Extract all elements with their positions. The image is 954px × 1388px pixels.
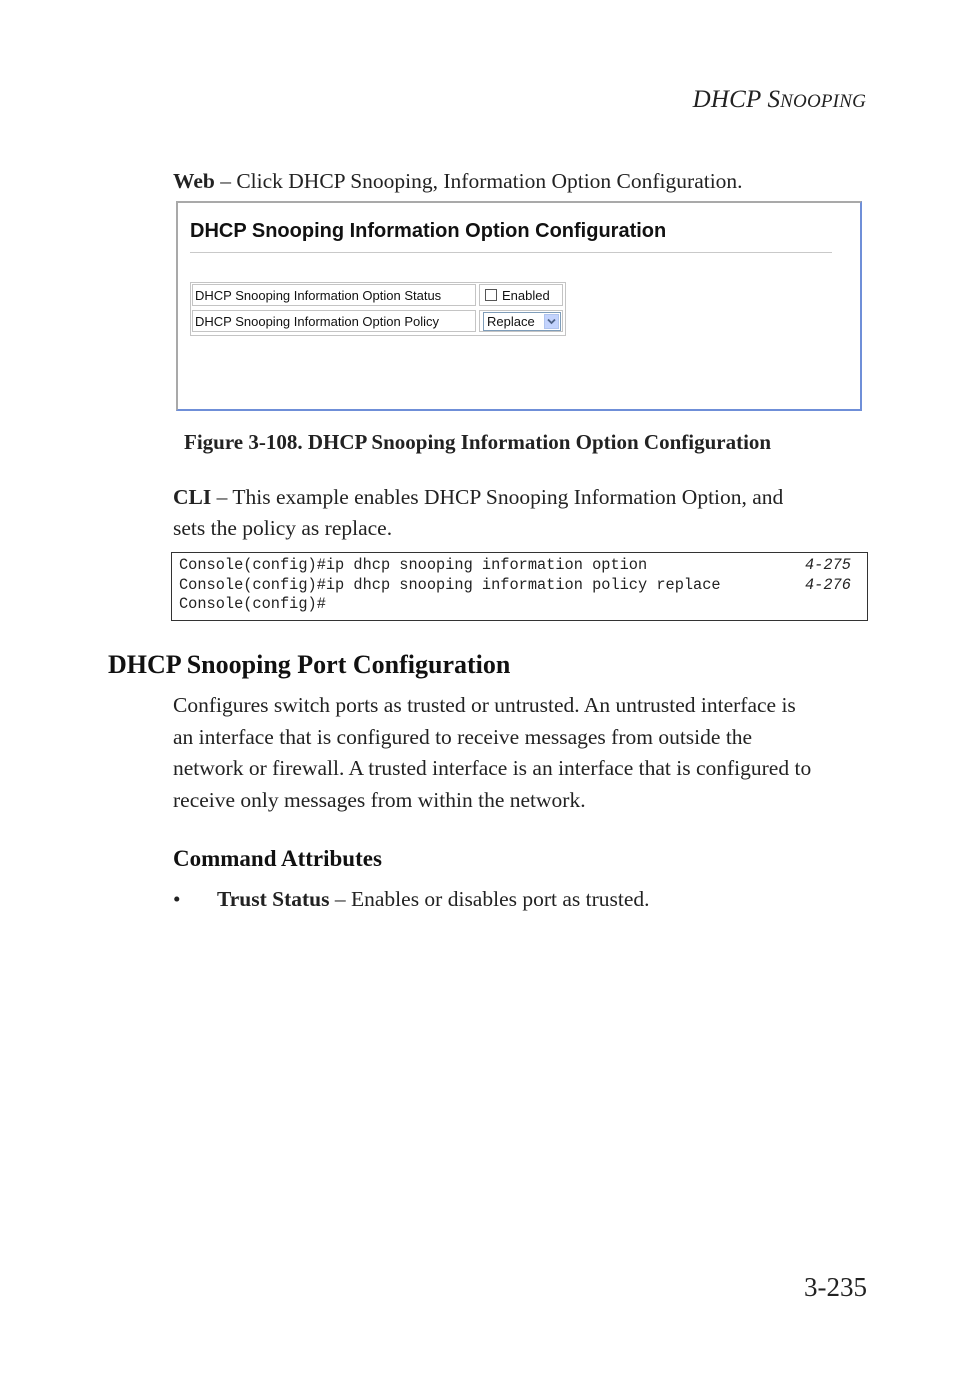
- body-line: Configures switch ports as trusted or untrusted. An untrusted interface is: [173, 693, 796, 717]
- status-cell: [479, 284, 563, 306]
- bullet-term: Trust Status: [217, 887, 330, 911]
- ui-title-divider: [190, 252, 832, 253]
- code-line: Console(config)#ip dhcp snooping information option: [179, 556, 648, 574]
- code-line: Console(config)#: [179, 595, 326, 613]
- enabled-checkbox-label[interactable]: Enabled: [502, 288, 550, 303]
- table-row: [191, 309, 565, 335]
- body-line: receive only messages from within the network.: [173, 787, 586, 812]
- figure-caption: Figure 3-108. DHCP Snooping Information Option Configuration: [184, 430, 772, 454]
- bullet-icon: •: [173, 887, 181, 911]
- section-heading: DHCP Snooping Port Configuration: [108, 650, 511, 679]
- bullet-text: – Enables or disables port as trusted.: [329, 887, 650, 911]
- table-row: [191, 283, 565, 309]
- cli-text-line2: sets the policy as replace.: [173, 516, 393, 540]
- chevron-down-icon[interactable]: [544, 314, 559, 329]
- body-line: an interface that is configured to receive messages from outside the: [173, 724, 753, 749]
- cli-label: CLI: [173, 485, 212, 509]
- page-number: 3-235: [804, 1272, 867, 1302]
- code-block: [171, 552, 868, 621]
- code-reference: 4-275: [805, 556, 851, 574]
- attributes-heading: Command Attributes: [173, 846, 382, 871]
- enabled-checkbox[interactable]: [485, 289, 497, 301]
- policy-cell: [479, 310, 563, 332]
- cli-intro: [173, 482, 783, 514]
- web-text: – Click DHCP Snooping, Information Option Configuration.: [214, 169, 743, 193]
- body-line: network or firewall. A trusted interface is an interface that is configured to: [173, 756, 812, 780]
- code-line: Console(config)#ip dhcp snooping information policy replace: [179, 575, 721, 594]
- ui-page-title: DHCP Snooping Information Option Configuration: [190, 220, 667, 242]
- running-head-smallcaps: NOOPING: [780, 91, 866, 112]
- policy-label: DHCP Snooping Information Option Policy: [192, 310, 476, 332]
- code-reference: 4-276: [805, 575, 851, 594]
- bullet-item: [217, 884, 650, 916]
- section-body: [173, 690, 873, 816]
- web-label: Web: [173, 169, 215, 193]
- status-label: DHCP Snooping Information Option Status: [192, 284, 476, 306]
- cli-text-line1: – This example enables DHCP Snooping Information Option, and: [211, 485, 784, 509]
- policy-select-value: Replace: [487, 314, 535, 329]
- ui-screenshot: [176, 201, 862, 411]
- running-head-main: DHCP S: [692, 86, 781, 113]
- policy-select[interactable]: [483, 312, 561, 331]
- running-head: [600, 86, 866, 114]
- web-intro: [173, 166, 743, 198]
- ui-settings-table: [190, 282, 566, 336]
